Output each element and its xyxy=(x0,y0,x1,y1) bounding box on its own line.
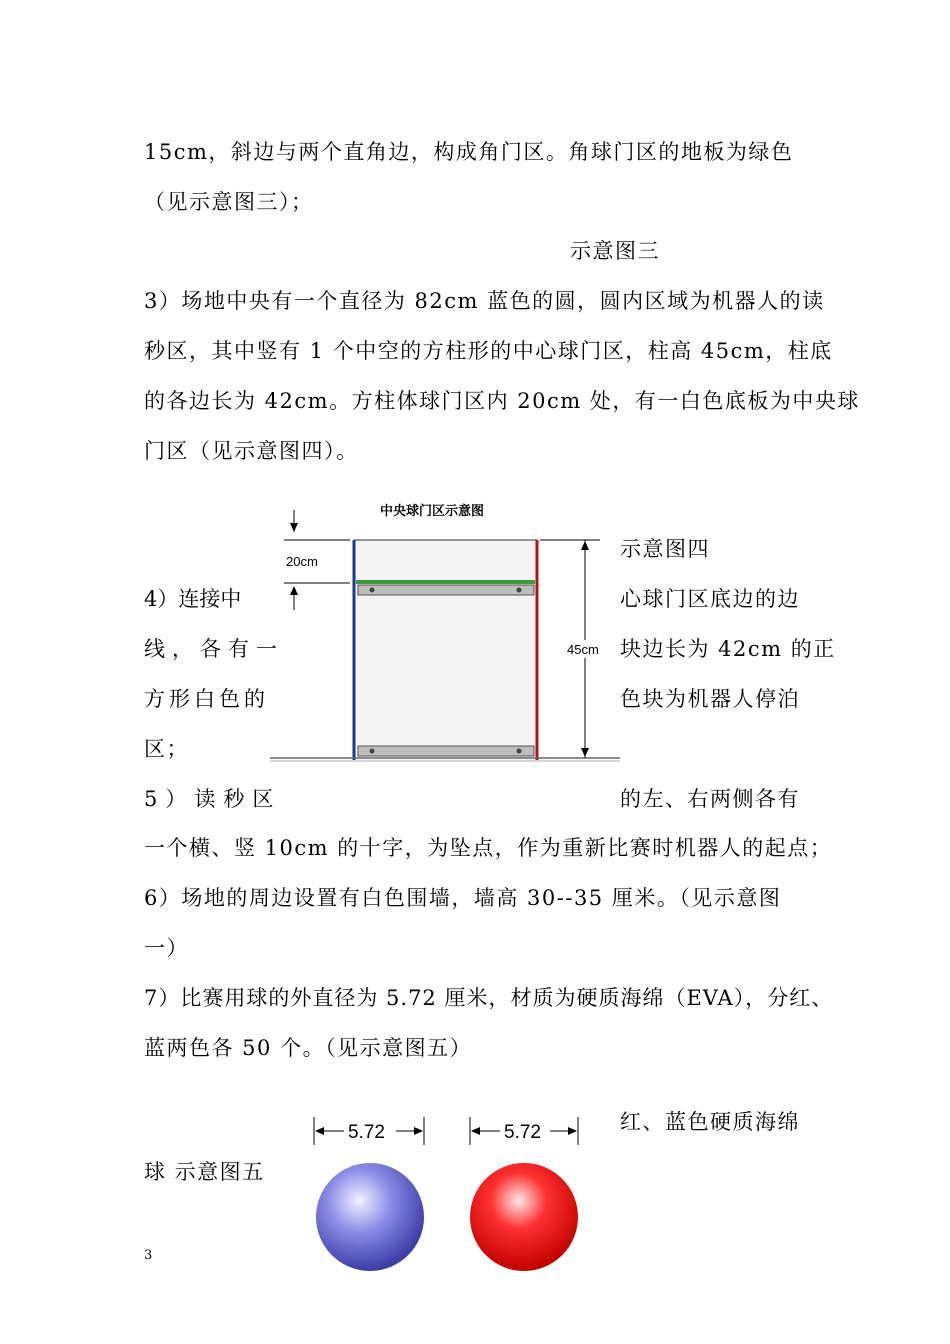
text-line: 门区（见示意图四）。 xyxy=(144,439,359,463)
text-line: 5）读秒区 xyxy=(144,787,282,811)
figure-caption: 示意图四 xyxy=(620,537,710,561)
lower-rail xyxy=(358,746,534,756)
dim-45cm-label: 45cm xyxy=(567,642,599,657)
text-line: 秒区，其中竖有 1 个中空的方柱形的中心球门区，柱高 45cm，柱底 xyxy=(144,339,833,363)
text-line: 15cm，斜边与两个直角边，构成角门区。角球门区的地板为绿色 xyxy=(144,140,794,164)
goal-box xyxy=(354,540,537,760)
page-number: 3 xyxy=(144,1248,153,1263)
text-line: 6）场地的周边设置有白色围墙，墙高 30--35 厘米。（见示意图 xyxy=(144,886,782,910)
red-ball-diameter-label: 5.72 xyxy=(504,1122,541,1143)
text-line: 块边长为 42cm 的正 xyxy=(620,637,836,661)
text-line: 方形白色的 xyxy=(144,687,269,711)
figure-caption: 示意图三 xyxy=(570,239,660,263)
central-goal-diagram xyxy=(270,495,620,775)
diagram-title: 中央球门区示意图 xyxy=(380,504,485,519)
red-ball xyxy=(470,1163,578,1271)
text-line: 一个横、竖 10cm 的十字，为坠点，作为重新比赛时机器人的起点； xyxy=(144,836,833,860)
upper-rail xyxy=(358,585,534,595)
text-line: 心球门区底边的边 xyxy=(620,587,800,611)
blue-ball xyxy=(316,1163,424,1271)
blue-ball-diameter-label: 5.72 xyxy=(348,1122,385,1143)
text-line: 7）比赛用球的外直径为 5.72 厘米，材质为硬质海绵（EVA），分红、 xyxy=(144,986,834,1010)
text-line: 的左、右两侧各有 xyxy=(620,787,800,811)
text-line: （见示意图三）； xyxy=(144,190,314,214)
green-plate xyxy=(356,580,535,584)
balls-diagram xyxy=(300,1105,600,1280)
text-line: 4）连接中 xyxy=(144,587,242,611)
text-line: 的各边长为 42cm。方柱体球门区内 20cm 处，有一白色底板为中央球 xyxy=(144,389,860,413)
figure-caption: 球 示意图五 xyxy=(144,1160,265,1184)
text-line: 一） xyxy=(144,936,189,960)
text-line: 蓝两色各 50 个。（见示意图五） xyxy=(144,1036,473,1060)
text-line: 色块为机器人停泊 xyxy=(620,687,800,711)
text-line: 线，各有一 xyxy=(144,637,284,661)
text-line: 区； xyxy=(144,737,189,761)
text-line: 3）场地中央有一个直径为 82cm 蓝色的圆，圆内区域为机器人的读 xyxy=(144,289,825,313)
figure-caption: 红、蓝色硬质海绵 xyxy=(620,1110,800,1134)
dim-20cm-label: 20cm xyxy=(286,554,318,569)
